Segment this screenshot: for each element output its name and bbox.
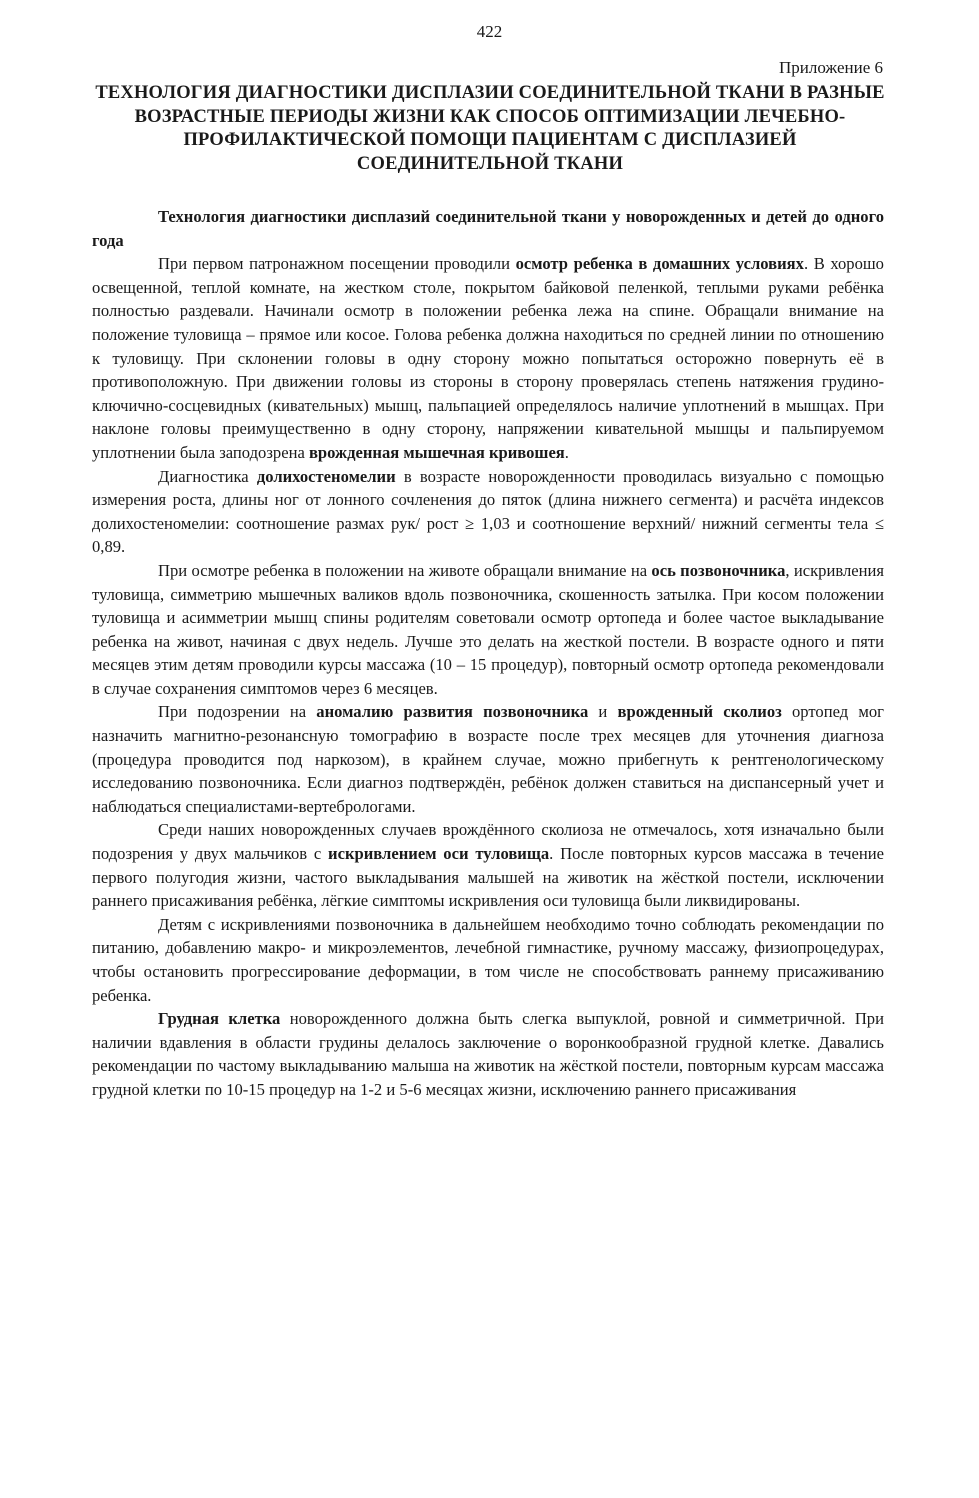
section-heading: Технология диагностики дисплазий соединительной ткани у новорожденных и детей до одного года	[92, 207, 884, 250]
text-run: ортопед мог назначить магнитно-резонансную томографию в возрасте после трех месяцев для уточнения диагноза (процедура проводится под наркозом), в крайнем случае, можно прибегнуть к рентгенологическому исследованию позвоночника. Если диагноз подтверждён, ребёнок должен ставиться на диспансерный учет и наблюдаться специалистами-вертебрологами.	[92, 702, 884, 816]
paragraph-home-examination	[92, 252, 884, 464]
bold-term: ось позвоночника	[651, 560, 786, 580]
text-run: Диагностика	[158, 466, 257, 486]
text-run: , искривления туловища, симметрию мышечных валиков вдоль позвоночника, скошенность затылка. При косом положении туловища и асимметрии мышц спины родителям советовали осмотр ортопеда и более частое выкладывание ребенка на живот, начиная с двух недель. Лучше это делать на жесткой постели. В возрасте одного и пяти месяцев этим детям проводили курсы массажа (10 – 15 процедур), повторный осмотр ортопеда рекомендовали в случае сохранения симптомов через 6 месяцев.	[92, 560, 885, 698]
bold-term: Грудная клетка	[158, 1009, 281, 1029]
appendix-label: Приложение 6	[779, 58, 883, 77]
text-run: Среди наших новорожденных случаев врождённого сколиоза не отмечалось, хотя изначально были подозрения у двух мальчиков с	[92, 820, 884, 864]
text-run: . После повторных курсов массажа в течение первого полугодия жизни, частого выкладывания малышей на животик на жёсткой постели, исключении раннего присаживания ребёнка, лёгкие симптомы искривления оси туловища были ликвидированы.	[92, 844, 884, 911]
text-run: новорожденного должна быть слегка выпуклой, ровной и симметричной. При наличии вдавления в области грудины делалось заключение о воронкообразной грудной клетке. Давались рекомендации по частому выкладыванию малыша на животик на жёсткой постели, повторным курсам массажа грудной клетки по 10-15 процедур на 1-2 и 5-6 месяцах жизни, исключению раннего присаживания	[92, 1009, 884, 1099]
paragraph-chest	[92, 1007, 884, 1101]
bold-term: долихостеномелии	[256, 466, 396, 486]
text-run: . В хорошо освещенной, теплой комнате, на жестком столе, покрытом байковой пеленкой, теплыми руками ребёнка полностью раздевали. Начинали осмотр в положении ребенка лежа на спине. Обращали внимание на положение туловища – прямое или косое. Голова ребенка должна находиться по средней линии по отношению к туловищу. При склонении головы в одну сторону можно попытаться осторожно повернуть её в противоположную. При движении головы из стороны в сторону проверялась степень натяжения грудино-ключично-сосцевидных (кивательных) мышц, пальпацией определялось наличие уплотнений в мышцах. При наклоне головы преимущественно в одну сторону, напряжении кивательной мышцы и пальпируемом уплотнении была заподозрена	[92, 254, 884, 462]
text-run: и	[588, 702, 618, 722]
main-title: ТЕХНОЛОГИЯ ДИАГНОСТИКИ ДИСПЛАЗИИ СОЕДИНИТЕЛЬНОЙ ТКАНИ В РАЗНЫЕ ВОЗРАСТНЫЕ ПЕРИОДЫ ЖИЗНИ КАК СПОСОБ ОПТИМИЗАЦИИ ЛЕЧЕБНО-ПРОФИЛАКТИЧЕСКОЙ ПОМОЩИ ПАЦИЕНТАМ С ДИСПЛАЗИЕЙ СОЕДИНИТЕЛЬНОЙ ТКАНИ	[95, 83, 885, 174]
bold-term: врожденная мышечная кривошея	[308, 442, 565, 462]
bold-term: аномалию развития позвоночника	[316, 702, 589, 722]
paragraph-our-cases	[92, 818, 884, 912]
paragraph-dolichostenomelia	[92, 465, 884, 559]
bold-term: искривлением оси туловища	[328, 844, 550, 864]
text-run: При подозрении на	[158, 702, 317, 722]
text-run: Детям с искривлениями позвоночника в дальнейшем необходимо точно соблюдать рекомендации по питанию, добавлению макро- и микроэлементов, лечебной гимнастике, ручному массажу, физиопроцедурах, чтобы остановить прогрессирование деформации, в том числе не способствовать раннему присаживанию ребенка.	[92, 914, 884, 1005]
text-run: в возрасте новорожденности проводилась визуально с помощью измерения роста, длины ног от лонного сочленения до пяток (длина нижнего сегмента) и расчёта индексов долихостеномелии: соотношение размах рук/ рост ≥ 1,03 и соотношение верхний/ нижний сегменты тела ≤ 0,89.	[92, 466, 884, 557]
bold-term: осмотр ребенка в домашних условиях	[515, 254, 804, 274]
text-run: .	[564, 442, 569, 462]
text-run: При осмотре ребенка в положении на животе обращали внимание на	[158, 560, 652, 580]
paragraph-recommendations	[92, 913, 884, 1007]
bold-term: врожденный сколиоз	[617, 702, 782, 722]
text-run: При первом патронажном посещении проводили	[158, 254, 516, 274]
document-body	[92, 205, 884, 1102]
paragraph-spine-axis	[92, 559, 884, 701]
page-number: 422	[476, 22, 503, 41]
paragraph-scoliosis	[92, 700, 884, 818]
